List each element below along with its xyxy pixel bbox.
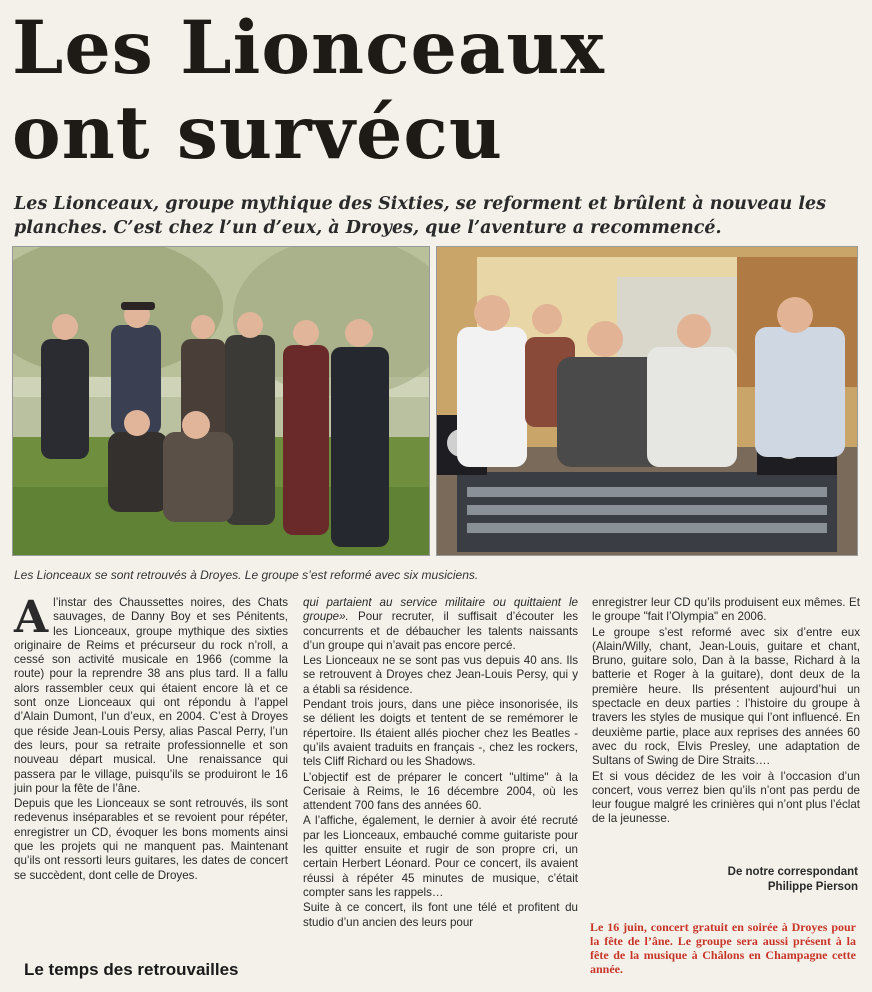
byline-author: Philippe Pierson bbox=[767, 881, 858, 893]
drop-cap: A bbox=[14, 592, 49, 643]
column-2-paragraph-1 bbox=[303, 596, 578, 653]
group-outdoor-photo bbox=[12, 246, 430, 556]
article-column-1 bbox=[14, 592, 288, 883]
standfirst: Les Lionceaux, groupe mythique des Sixties, se reforment et brûlent à nouveau les planches. C’est chez l’un d’eux, à Droyes, que l’aventure a recommencé. bbox=[14, 194, 826, 238]
headline-line-1: Les Lionceaux bbox=[12, 5, 605, 91]
article-column-2 bbox=[303, 596, 578, 930]
column-3-paragraph-1: enregistrer leur CD qu’ils produisent eux mêmes. Et le groupe "fait l’Olympia" en 2006. bbox=[592, 596, 860, 624]
column-2-paragraph-3: Pendant trois jours, dans une pièce insonorisée, ils se délient les doigts et tentent de se remémorer le répertoire. Ils étaient allés piocher chez les Beatles - qu’ils avaient traduits en français -, chez les rockers, tels Cliff Richard ou les Shadows. bbox=[303, 698, 578, 769]
headline bbox=[12, 6, 862, 176]
headline-line-2: ont survécu bbox=[12, 90, 503, 176]
column-1-paragraph-1-text: l’instar des Chaussettes noires, des Chats sauvages, de Danny Boy et ses Pénitents, les Lionceaux, groupe mythique des sixties originaire de Reims et précurseur du rock n’roll, a cessé son activité musicale en 1966 (comme la route) pour la reprendre 38 ans plus tard. Il a fallu alors rassembler ceux qui étaient encore là et ce sont onze Lionceaux qui ont répondu à l’appel d’Alain Dumont, l’un d’eux, en 2004. C’est à Droyes que réside Jean-Louis Persy, alias Pascal Perry, l’un des leurs, pour sa retraite professionnelle et son nouveau départ musical. Une renaissance qui passera par le village, puisqu’ils se produiront le 16 juin pour la fête de l’âne. bbox=[14, 596, 288, 795]
column-3-paragraph-2: Le groupe s’est reformé avec six d’entre eux (Alain/Willy, chant, Jean-Louis, guitare et chant, Bruno, guitare solo, Dan à la basse, Richard à la batterie et Roger à la guitare), dont deux de la première heure. Ils présentent aujourd’hui un spectacle en deux parties : l’histoire du groupe à travers les styles de musique qui l’ont influencé. En deuxième partie, place aux reprises des années 60 avec du rock, Elvis Presley, une adaptation de Sultans of Swing de Dire Straits…. bbox=[592, 625, 860, 768]
studio-photo bbox=[436, 246, 858, 556]
column-2-quote: qui partaient au service militaire ou quittaient le groupe». bbox=[303, 596, 578, 624]
column-1-paragraph-2: Depuis que les Lionceaux se sont retrouvés, ils sont redevenus inséparables et se revoient pour répéter, enregistrer un CD, évoquer les bons moments ainsi que les projets qui ne manquent pas. Maintenant qu’ils ont ressorti leurs guitares, les dates de concert se succèdent, dont celle de Droyes. bbox=[14, 797, 288, 882]
column-1-paragraph-1 bbox=[14, 592, 288, 796]
column-2-paragraph-2: Les Lionceaux ne se sont pas vus depuis 40 ans. Ils se retrouvent à Droyes chez Jean-Louis Persy, qui y a établi sa résidence. bbox=[303, 654, 578, 696]
column-2-paragraph-4: L’objectif est de préparer le concert "ultime" à la Cerisaie à Reims, le 16 décembre 2004, où les attendent 700 fans des années 60. bbox=[303, 770, 578, 813]
article-column-3 bbox=[592, 596, 860, 827]
concert-announcement: Le 16 juin, concert gratuit en soirée à Droyes pour la fête de l’âne. Le groupe sera aussi présent à la fête de la musique à Châlons en Champagne cette année. bbox=[590, 920, 856, 976]
section-subheading: Le temps des retrouvailles bbox=[24, 960, 239, 979]
photo-caption: Les Lionceaux se sont retrouvés à Droyes. Le groupe s’est reformé avec six musiciens. bbox=[14, 568, 479, 582]
byline-role: De notre correspondant bbox=[727, 866, 858, 878]
column-2-paragraph-6: Suite à ce concert, ils font une télé et profitent du studio d’un ancien des leurs pour bbox=[303, 901, 578, 929]
column-2-paragraph-1-text: Pour recruter, il suffisait d’écouter les concurrents et de débaucher les talents naissants d’un groupe qui n’avait pas encore percé. bbox=[303, 610, 578, 652]
byline bbox=[592, 865, 858, 895]
column-3-paragraph-3: Et si vous décidez de les voir à l’occasion d’un concert, vous verrez bien qu’ils n’ont pas perdu de leur fougue malgré les crinières qui n’ont plus l’éclat de la jeunesse. bbox=[592, 769, 860, 826]
column-2-paragraph-5: A l’affiche, également, le dernier à avoir été recruté par les Lionceaux, embauché comme guitariste pour les quitter ensuite et rugir de son propre cri, un certain Herbert Léonard. Pour ce concert, ils avaient réussi à répéter 45 minutes de musique, c’était compter sans les rappels… bbox=[303, 814, 578, 899]
